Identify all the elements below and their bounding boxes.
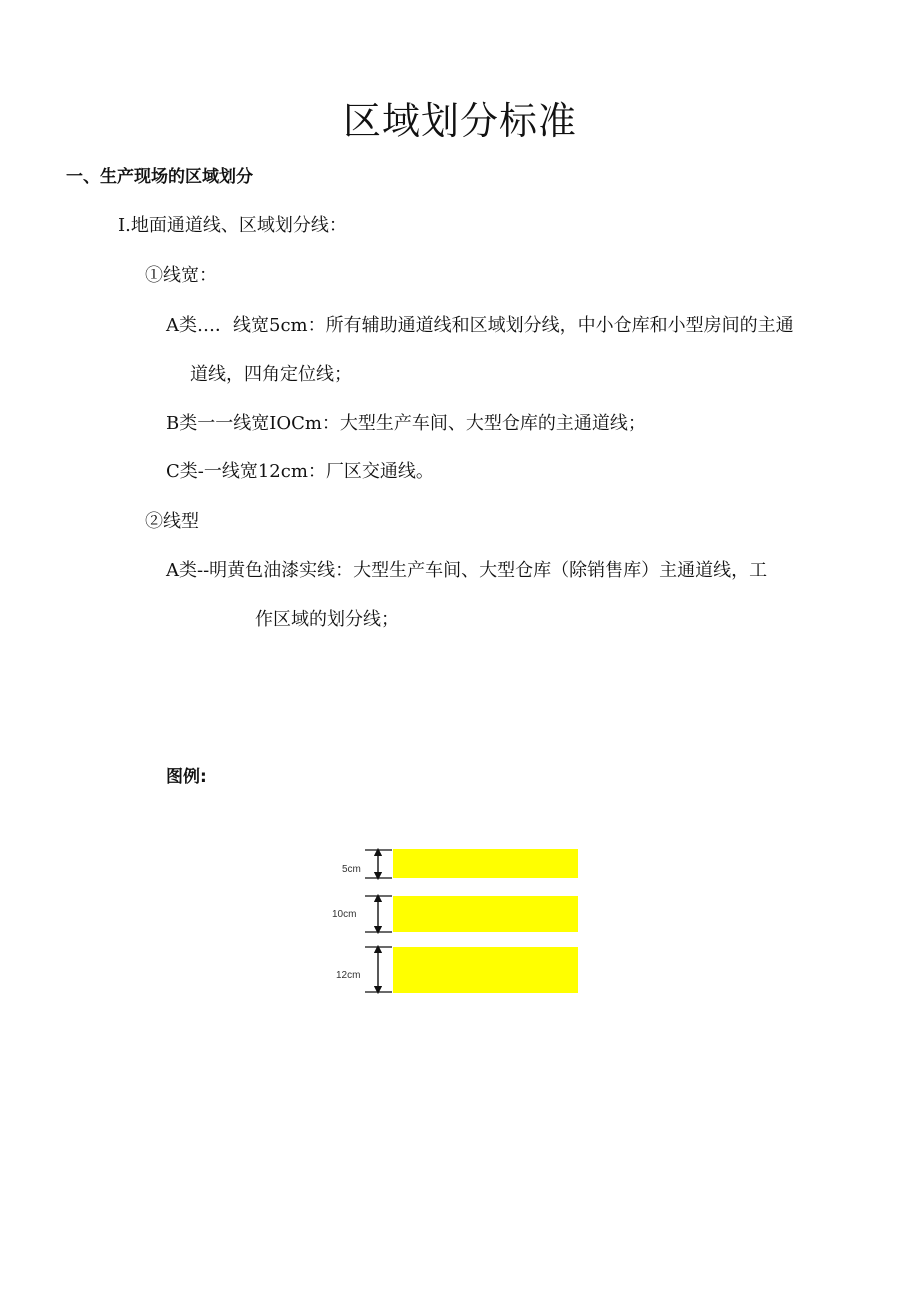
subsection-heading: I.地面通道线、区域划分线： bbox=[118, 215, 347, 236]
legend-swatch-10cm bbox=[393, 896, 578, 932]
line-width-legend bbox=[330, 845, 580, 995]
legend-label: 图例: bbox=[166, 767, 207, 787]
legend-swatch-5cm bbox=[393, 849, 578, 878]
item1-c: C类-一线宽12cm：厂区交通线。 bbox=[166, 461, 434, 482]
item2-heading: ②线型 bbox=[145, 511, 199, 532]
section-heading: 一、生产现场的区域划分 bbox=[66, 167, 253, 187]
page-title: 区域划分标准 bbox=[342, 99, 577, 143]
item1-b: B类一一线宽IOCm：大型生产车间、大型仓库的主通道线； bbox=[166, 413, 646, 434]
legend-label-10cm: 10cm bbox=[332, 909, 357, 920]
item2-a-line2: 作区域的划分线； bbox=[255, 609, 399, 630]
item2-a-line1: A类--明黄色油漆实线：大型生产车间、大型仓库（除销售库）主通道线，工 bbox=[166, 560, 768, 581]
item1-heading: ①线宽： bbox=[145, 265, 217, 286]
legend-label-12cm: 12cm bbox=[336, 970, 361, 981]
item1-a-line1: A类…．线宽5cm：所有辅助通道线和区域划分线，中小仓库和小型房间的主通 bbox=[166, 315, 794, 336]
legend-label-5cm: 5cm bbox=[342, 864, 361, 875]
legend-swatch-12cm bbox=[393, 947, 578, 993]
item1-a-line2: 道线，四角定位线； bbox=[190, 364, 352, 385]
